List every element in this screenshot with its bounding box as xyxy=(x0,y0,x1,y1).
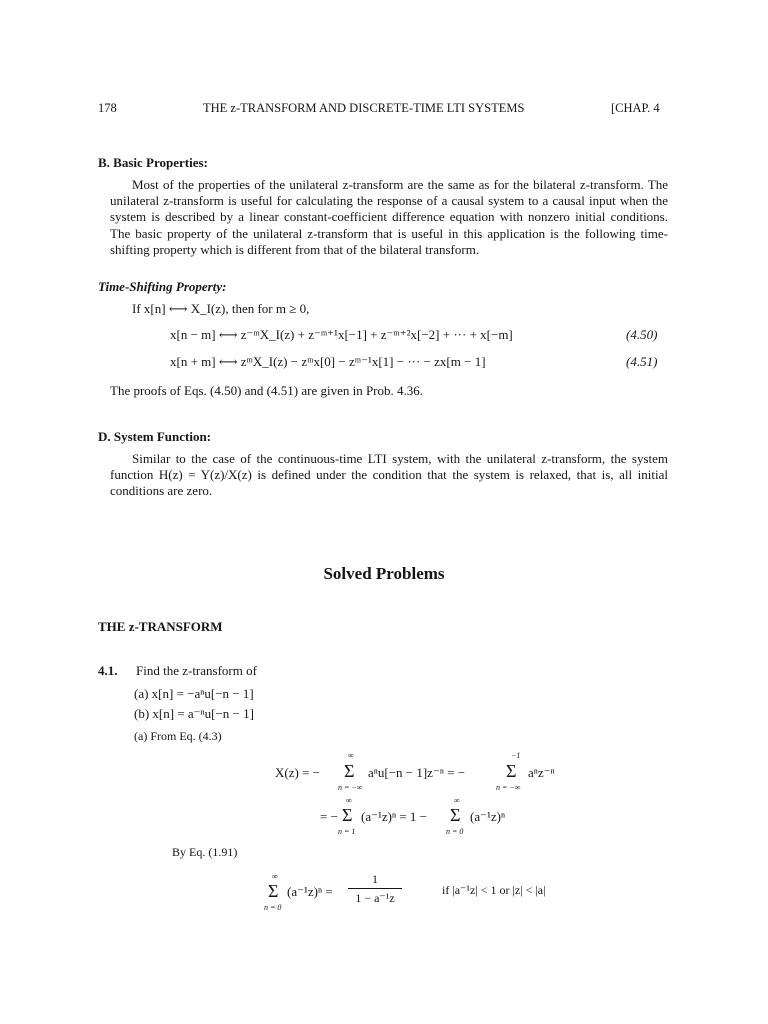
sum4-lower-limit: n = 0 xyxy=(446,827,464,836)
z-transform-subheading: THE z-TRANSFORM xyxy=(98,619,223,634)
equation-label-4-51: (4.51) xyxy=(626,354,658,369)
running-title: THE z-TRANSFORM AND DISCRETE-TIME LTI SYSTEMS xyxy=(203,101,525,115)
equation-label-4-50: (4.50) xyxy=(626,327,658,342)
summation-icon: Σ xyxy=(344,761,355,781)
page-number: 178 xyxy=(98,101,117,115)
proofs-sentence: The proofs of Eqs. (4.50) and (4.51) are given in Prob. 4.36. xyxy=(110,383,424,398)
eq3-lhs: (a⁻¹z)ⁿ = xyxy=(287,884,333,899)
sum2-lower-limit: n = −∞ xyxy=(496,783,521,792)
time-shifting-heading: Time-Shifting Property: xyxy=(98,279,227,294)
eq2-part-b: (a⁻¹z)ⁿ = 1 − xyxy=(361,809,427,824)
chapter-label: [CHAP. 4 xyxy=(611,101,660,115)
sum5-lower-limit: n = 0 xyxy=(264,903,282,912)
sum3-upper-limit: ∞ xyxy=(346,796,352,805)
solution-a-intro: (a) From Eq. (4.3) xyxy=(134,729,222,743)
equation-4-50: x[n − m] ⟷ z⁻ᵐX_I(z) + z⁻ᵐ⁺¹x[−1] + z⁻ᵐ⁺²x[−2] + ··· + x[−m] xyxy=(170,327,513,342)
sum1-upper-limit: ∞ xyxy=(348,751,354,760)
problem-part-a: (a) x[n] = −aⁿu[−n − 1] xyxy=(134,686,254,701)
section-b-paragraph xyxy=(110,177,668,258)
problem-number: 4.1. xyxy=(98,663,118,678)
problem-statement: Find the z-transform of xyxy=(136,663,257,678)
fraction-numerator: 1 xyxy=(372,872,378,886)
section-d-text: Similar to the case of the continuous-time LTI system, with the unilateral z-transform, the system function H(z) = Y(z)/X(z) is defined under the condition that the system is relaxed, that is, all initial conditions are zero. xyxy=(110,451,668,499)
sum3-lower-limit: n = 1 xyxy=(338,827,356,836)
summation-icon: Σ xyxy=(450,805,461,825)
sum2-upper-limit: −1 xyxy=(511,751,521,760)
sum1-lower-limit: n = −∞ xyxy=(338,783,363,792)
summation-icon: Σ xyxy=(342,805,353,825)
problem-part-b: (b) x[n] = a⁻ⁿu[−n − 1] xyxy=(134,706,254,721)
equation-4-51: x[n + m] ⟷ zᵐX_I(z) − zᵐx[0] − zᵐ⁻¹x[1] − ··· − zx[m − 1] xyxy=(170,354,486,369)
fraction-bar xyxy=(348,888,402,889)
section-d-heading: D. System Function: xyxy=(98,429,212,444)
sum5-upper-limit: ∞ xyxy=(272,872,278,881)
eq1-middle: aⁿu[−n − 1]z⁻ⁿ = − xyxy=(368,765,466,780)
eq1-rhs: aⁿz⁻ⁿ xyxy=(528,765,555,780)
summation-icon: Σ xyxy=(506,761,517,781)
by-eq-reference: By Eq. (1.91) xyxy=(172,845,238,859)
section-b-text: Most of the properties of the unilateral z-transform are the same as for the bilateral z-transform. The unilateral z-transform is useful for calculating the response of a causal system to a causal input when the system is described by a linear constant-coefficient difference equation with nonzero initial conditions. The basic property of the unilateral z-transform that is useful in this application is the following time-shifting property which is different from that of the bilateral transform. xyxy=(110,177,668,257)
convergence-condition: if |a⁻¹z| < 1 or |z| < |a| xyxy=(442,883,546,897)
section-d-paragraph xyxy=(110,451,668,500)
section-b-heading: B. Basic Properties: xyxy=(98,155,208,170)
eq1-lhs: X(z) = − xyxy=(275,765,320,780)
eq2-part-c: (a⁻¹z)ⁿ xyxy=(470,809,506,824)
solved-problems-title: Solved Problems xyxy=(323,564,445,583)
time-shifting-condition: If x[n] ⟷ X_I(z), then for m ≥ 0, xyxy=(132,301,310,316)
sum4-upper-limit: ∞ xyxy=(454,796,460,805)
eq2-part-a: = − xyxy=(320,809,338,824)
summation-icon: Σ xyxy=(268,881,279,901)
fraction-denominator: 1 − a⁻¹z xyxy=(355,891,395,905)
